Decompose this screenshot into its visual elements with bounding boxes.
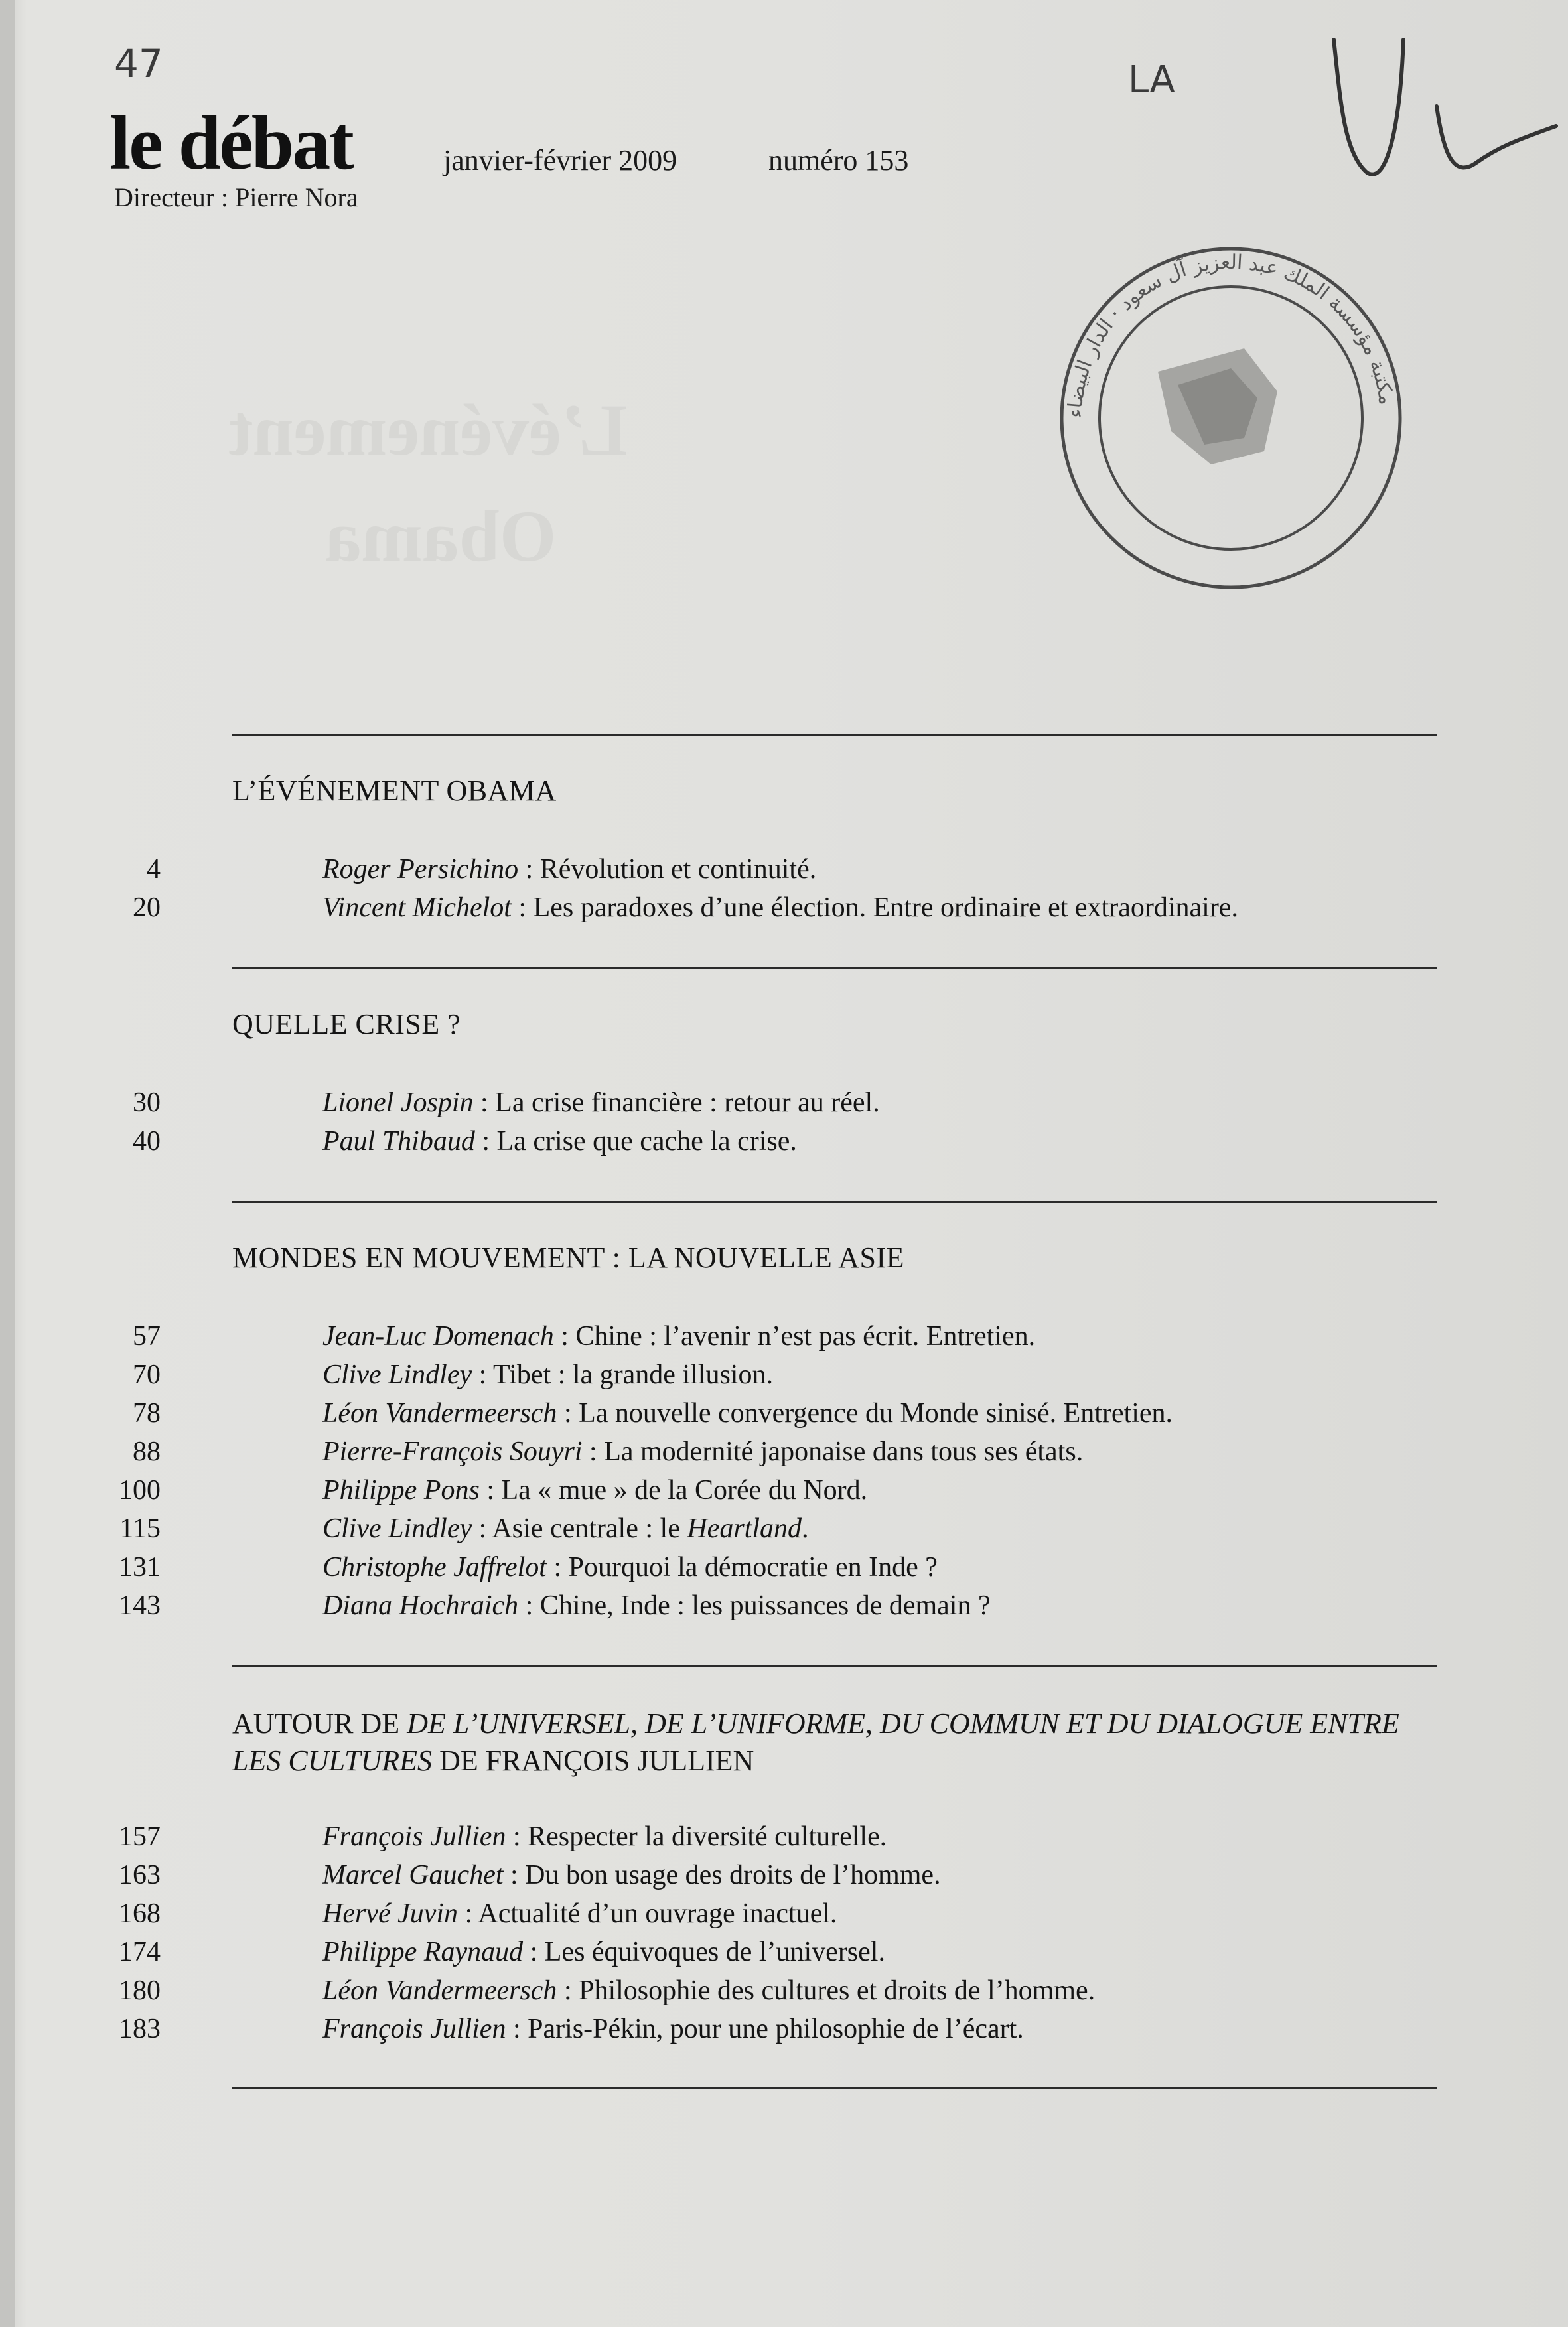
page-number: 174 [119,1937,161,1967]
article-title: : Philosophie des cultures et droits de l’homme. [557,1975,1096,2006]
article-title: : Les équivoques de l’universel. [523,1937,885,1967]
divider [232,1665,1437,1667]
page-number: 157 [119,1821,161,1852]
author-name: François Jullien [322,1821,506,1852]
article-title: : Respecter la diversité culturelle. [506,1821,887,1852]
page-number: 168 [119,1898,161,1929]
article-title: : Révolution et continuité. [518,854,817,884]
page-number: 163 [119,1860,161,1890]
toc-entry [100,1898,1460,1935]
director-line: Directeur : Pierre Nora [114,182,358,212]
page-number: 183 [119,2014,161,2044]
article-title: : La crise financière : retour au réel. [473,1088,880,1118]
page-number: 88 [133,1437,161,1467]
article-title: : Asie centrale : le [472,1514,687,1544]
issue-date: janvier-février 2009 [443,144,677,176]
stamp-text: مكتبة مؤسسة الملك عبد العزيز آل سعود · الدار البيضاء [1063,250,1398,419]
article-title-italic: Heartland [687,1514,802,1544]
article-title: : La nouvelle convergence du Monde sinisé. Entretien. [557,1398,1173,1429]
page-number: 78 [133,1398,161,1429]
toc-entry [100,1087,1460,1124]
author-name: Pierre-François Souyri [322,1437,583,1467]
author-name: Christophe Jaffrelot [322,1552,547,1583]
toc-entry [100,1397,1460,1435]
toc-entry [100,1359,1460,1396]
article-title: : Paris-Pékin, pour une philosophie de l’écart. [506,2014,1024,2044]
page-number: 100 [119,1475,161,1506]
page-number: 180 [119,1975,161,2006]
article-title: : Pourquoi la démocratie en Inde ? [546,1552,938,1583]
page-edge [0,0,15,2327]
article-title: : Chine, Inde : les puissances de demain ? [518,1590,991,1621]
section-heading: QUELLE CRISE ? [232,1008,461,1040]
page-number: 40 [133,1126,161,1157]
divider [232,2087,1437,2089]
toc-entry [100,853,1460,890]
toc-entry [100,1936,1460,1973]
article-title: : La modernité japonaise dans tous ses états. [582,1437,1084,1467]
journal-logo: le débat [109,101,352,186]
toc-entry [100,1125,1460,1163]
author-name: Vincent Michelot [322,892,512,923]
author-name: Clive Lindley [322,1514,472,1544]
author-name: Lionel Jospin [322,1088,474,1118]
article-title: : Actualité d’un ouvrage inactuel. [458,1898,837,1929]
handwritten-note: LA [1128,58,1175,102]
author-name: Clive Lindley [322,1360,472,1390]
author-name: Hervé Juvin [322,1898,459,1929]
article-title-end: . [802,1514,809,1544]
author-name: Jean-Luc Domenach [322,1321,554,1352]
divider [232,967,1437,969]
issue-number: numéro 153 [768,144,909,176]
author-name: Diana Hochraich [322,1590,519,1621]
toc-entry [100,1551,1460,1588]
page-number: 70 [133,1360,161,1390]
page-number: 131 [119,1552,161,1583]
page-number: 20 [133,892,161,923]
author-name: François Jullien [322,2014,506,2044]
toc-entry [100,892,1460,929]
author-name: Roger Persichino [322,854,519,884]
bleed-through-text: L’événement [229,389,628,470]
divider [232,734,1437,736]
book-title: DE L’UNIVERSEL, DE L’UNIFORME, DU COMMUN ET DU DIALOGUE ENTRE LES CULTURES [232,1707,1399,1777]
toc-entry [100,2013,1460,2050]
toc-entry [100,1590,1460,1627]
library-stamp [1045,232,1417,604]
toc-entry [100,1821,1460,1858]
article-title: : Les paradoxes d’une élection. Entre ordinaire et extraordinaire. [511,892,1238,923]
toc-entry [100,1436,1460,1473]
article-title: : Du bon usage des droits de l’homme. [503,1860,941,1890]
bleed-through-text: Obama [325,496,557,577]
toc-entry [100,1859,1460,1896]
section-heading: AUTOUR DE DE L’UNIVERSEL, DE L’UNIFORME, DU COMMUN ET DU DIALOGUE ENTRE LES CULTURES DE FRANÇOIS JULLIEN [232,1707,1399,1777]
toc-entry [100,1513,1460,1550]
toc-entry [100,1474,1460,1512]
page-number: 30 [133,1088,161,1118]
article-title: : Chine : l’avenir n’est pas écrit. Entretien. [553,1321,1036,1352]
article-title: : La crise que cache la crise. [474,1126,797,1157]
author-name: Léon Vandermeersch [322,1975,557,2006]
author-name: Paul Thibaud [322,1126,475,1157]
author-name: Philippe Raynaud [322,1937,524,1967]
page-number: 143 [119,1590,161,1621]
toc-entry [100,1975,1460,2012]
section-heading: MONDES EN MOUVEMENT : LA NOUVELLE ASIE [232,1241,905,1274]
handwritten-note: 47 [114,41,163,86]
page-number: 4 [147,854,161,884]
divider [232,1201,1437,1203]
toc-entry [100,1320,1460,1358]
author-name: Philippe Pons [322,1475,480,1506]
handwritten-scribble [1320,20,1566,192]
article-title: : Tibet : la grande illusion. [472,1360,773,1390]
section-heading: L’ÉVÉNEMENT OBAMA [232,774,557,807]
article-title: : La « mue » de la Corée du Nord. [479,1475,868,1506]
page-number: 57 [133,1321,161,1352]
author-name: Marcel Gauchet [322,1860,504,1890]
page-number: 115 [119,1514,161,1544]
author-name: Léon Vandermeersch [322,1398,557,1429]
